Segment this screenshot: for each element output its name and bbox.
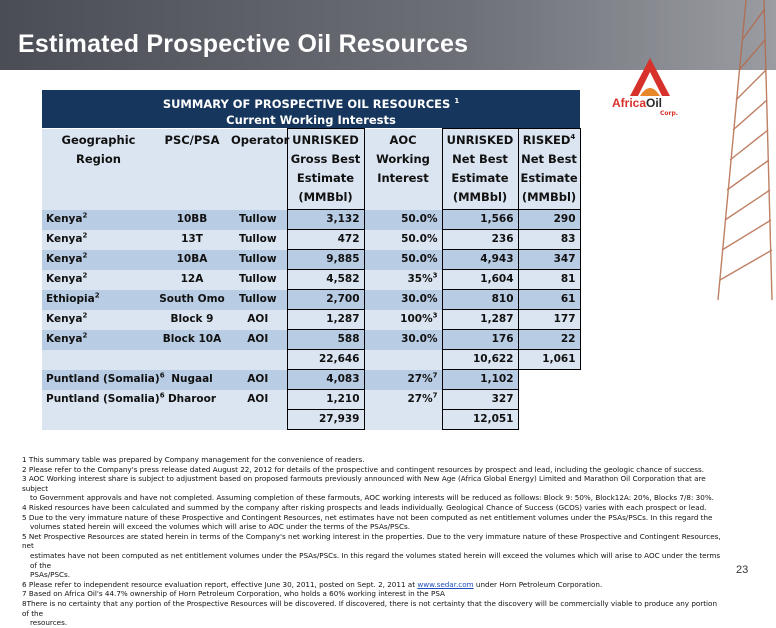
footnote: 4 Risked resources have been calculated and summed by the company after risking prospects and leads individually. Geological Chance of Success (GCOS) varies with each prospect or lead. [22,502,707,512]
cell-interest: 27%$^7$ [364,370,442,390]
cell-psc: 10BA [155,250,229,270]
cell-psc: South Omo [155,290,229,310]
cell-region: Puntland (Somalia)$^6$ [42,390,155,410]
cell-net: 327 [442,390,518,410]
cell-net: 236 [442,230,518,250]
footnote: 7 Based on Africa Oil's 44.7% ownership of Horn Petroleum Corporation, who holds a 60% working interest in the PSA [22,589,445,599]
slide-title: Estimated Prospective Oil Resources [18,30,469,58]
footnote: 3 AOC Working interest share is subject to adjustment based on proposed farmouts previously announced with New Age (Africa Global Energy) Limited and Marathon Oil Corporation that are subject [22,474,706,493]
prospective-resources-table [42,128,581,430]
cell-gross: 3,132 [287,210,364,230]
subtotal-row [42,410,580,430]
cell-region: Puntland (Somalia)$^6$ [42,370,155,390]
cell-operator: AOI [229,330,287,350]
cell-gross: 588 [287,330,364,350]
cell-psc: 12A [155,270,229,290]
cell-psc: Dharoor [155,390,229,410]
footnotes [22,455,722,628]
cell-gross: 472 [287,230,364,250]
footnote: 5 Due to the very immature nature of these Prospective and Contingent Resources, net estimates have not been computed as net entitlement volumes under the PSAs/PSCs. In this regard the [22,512,713,522]
cell-operator: Tullow [229,250,287,270]
cell-operator: AOI [229,370,287,390]
logo-corp: Corp. [660,110,679,117]
header-operator: Operator [229,129,287,210]
cell-interest: 30.0% [364,290,442,310]
cell-risked: 83 [518,230,580,250]
cell-psc: Block 10A [155,330,229,350]
cell-region: Kenya$^2$ [42,310,155,330]
page-number: 23 [736,564,749,576]
header-psc: PSC/PSA [155,129,229,210]
cell-gross: 4,083 [287,370,364,390]
header-aoc-interest: AOC Working Interest [364,129,442,210]
footnote: to Government approvals and have not completed. Assuming completion of these farmouts, AOC working interests will be reduced as follows: Block 9: 50%, Block12A: 20%, Blocks 7/8: 30%. [30,493,714,503]
footnote: PSAs/PSCs. [30,570,71,580]
cell-gross: 1,287 [287,310,364,330]
cell-net: 810 [442,290,518,310]
cell-net: 176 [442,330,518,350]
cell-risked: 347 [518,250,580,270]
oil-rig-image [706,0,776,300]
header-risked: RISKED$^4$ Net Best Estimate (MMBbl) [518,129,580,210]
cell-net: 1,287 [442,310,518,330]
cell-gross-total: 27,939 [287,410,364,430]
table-row [42,370,580,390]
cell-interest: 30.0% [364,330,442,350]
footnote: estimates have not been computed as net entitlement volumes under the PSAs/PSCs. In this regard the volumes stated herein will exceed the volumes which will arise to AOC under the terms of the [30,550,721,570]
cell-interest: 35%$^3$ [364,270,442,290]
footnote: 5 Net Prospective Resources are stated herein in terms of the Company's net working interest in the properties. Due to the very immature nature of these Prospective and Contingent Resources, net [22,531,721,551]
cell-operator: Tullow [229,290,287,310]
footnote: volumes stated herein will exceed the volumes which will arise to AOC under the terms of the PSAs/PSCs. [30,522,410,532]
cell-risked: 22 [518,330,580,350]
cell-net: 1,102 [442,370,518,390]
cell-gross: 2,700 [287,290,364,310]
header-net: UNRISKED Net Best Estimate (MMBbl) [442,129,518,210]
cell-operator: Tullow [229,230,287,250]
cell-risked: 177 [518,310,580,330]
table-row [42,270,580,290]
table-row [42,330,580,350]
cell-interest: 50.0% [364,230,442,250]
cell-operator: Tullow [229,210,287,230]
cell-risked: 61 [518,290,580,310]
cell-region: Kenya$^2$ [42,330,155,350]
cell-psc: Nugaal [155,370,229,390]
cell-net-total: 12,051 [442,410,518,430]
cell-operator: AOI [229,310,287,330]
cell-psc: 10BB [155,210,229,230]
cell-interest: 27%$^7$ [364,390,442,410]
logo-wordmark: AfricaOil [612,96,663,110]
subtotal-row [42,350,580,370]
cell-operator: Tullow [229,270,287,290]
cell-net: 4,943 [442,250,518,270]
footnote: resources. [30,618,68,628]
cell-interest: 50.0% [364,250,442,270]
table-row [42,250,580,270]
header-gross: UNRISKED Gross Best Estimate (MMBbl) [287,129,364,210]
cell-interest: 50.0% [364,210,442,230]
footnote: 1 This summary table was prepared by Company management for the convenience of readers. [22,455,365,464]
cell-gross-total: 22,646 [287,350,364,370]
table-row [42,390,580,410]
cell-operator: AOI [229,390,287,410]
table-header-row [42,129,580,210]
cell-region: Kenya$^2$ [42,210,155,230]
table-row [42,210,580,230]
table-row [42,310,580,330]
header-region: Geographic Region [42,129,155,210]
table-row [42,230,580,250]
cell-psc: 13T [155,230,229,250]
cell-region: Kenya$^2$ [42,250,155,270]
sedar-link[interactable]: www.sedar.com [417,579,474,589]
table-row [42,290,580,310]
cell-gross: 9,885 [287,250,364,270]
cell-risked: 81 [518,270,580,290]
cell-gross: 1,210 [287,390,364,410]
footnote: 6 Please refer to independent resource evaluation report, effective June 30, 2011, posted on Sept. 2, 2011 at www.sedar.com under Horn Petroleum Corporation. [22,579,603,589]
cell-risked-total: 1,061 [518,350,580,370]
cell-net-total: 10,622 [442,350,518,370]
cell-interest: 100%$^3$ [364,310,442,330]
cell-net: 1,566 [442,210,518,230]
cell-region: Kenya$^2$ [42,230,155,250]
footnote: 2 Please refer to the Company's press release dated August 22, 2012 for details of the prospective and contingent resources by prospect and lead, including the geologic chance of success. [22,464,705,474]
footnote: 8There is no certainty that any portion of the Prospective Resources will be discovered. If discovered, there is not certainty that the discovery will be commercially viable to produce any portion of the [22,598,718,618]
table-summary-header: SUMMARY OF PROSPECTIVE OIL RESOURCES $^1$ Current Working Interests [42,90,580,128]
cell-gross: 4,582 [287,270,364,290]
cell-region: Kenya$^2$ [42,270,155,290]
cell-net: 1,604 [442,270,518,290]
cell-risked: 290 [518,210,580,230]
cell-psc: Block 9 [155,310,229,330]
cell-region: Ethiopia$^2$ [42,290,155,310]
